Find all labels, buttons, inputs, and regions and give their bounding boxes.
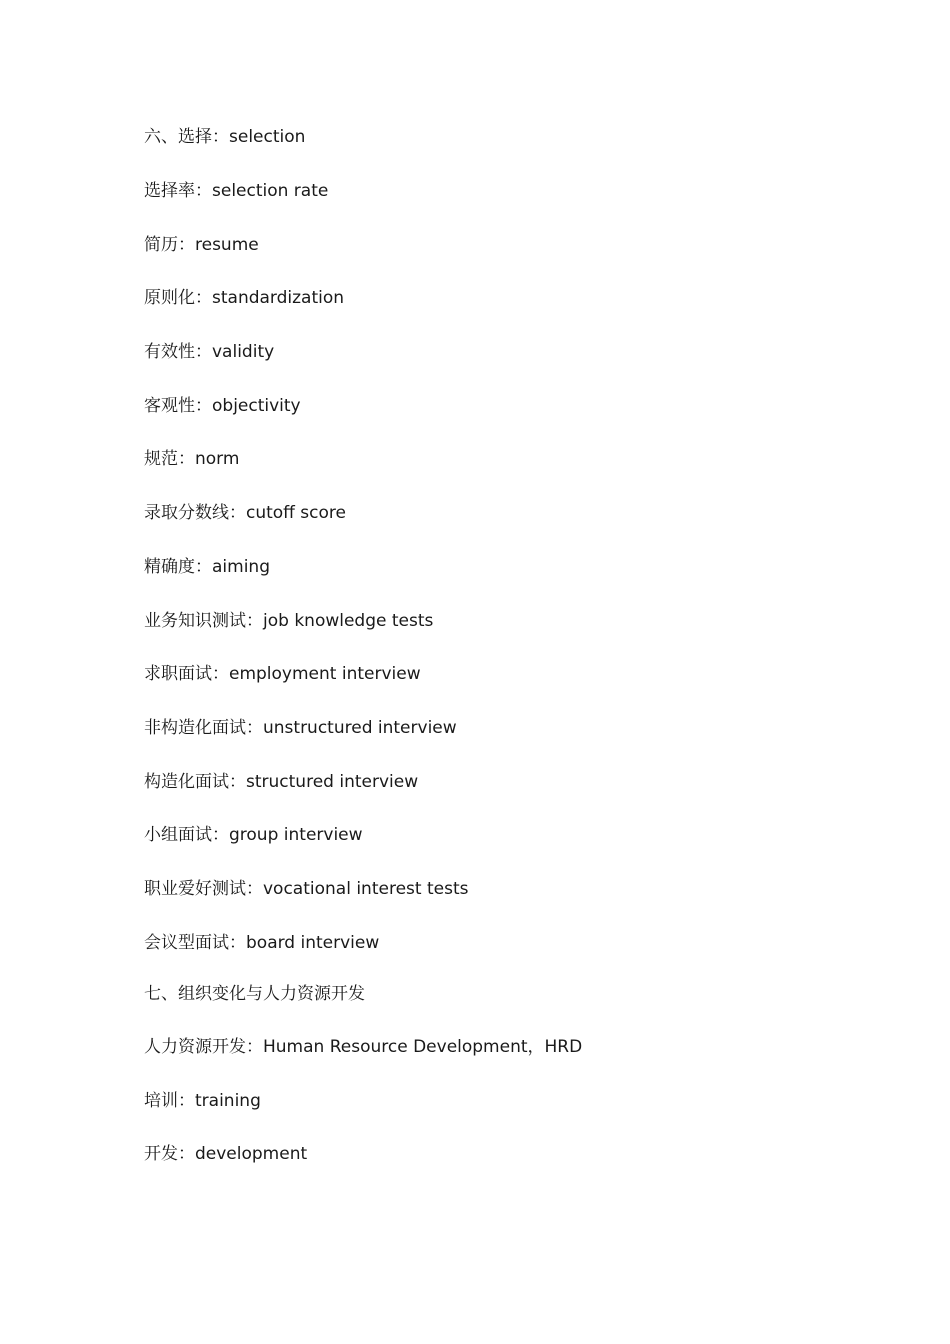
term-line: 求职面试：employment interview	[144, 664, 421, 684]
section-heading-selection: 六、选择：selection	[144, 127, 306, 147]
section-heading-hrd: 七、组织变化与人力资源开发	[144, 984, 365, 1004]
term-line: 开发：development	[144, 1144, 308, 1164]
term-line: 非构造化面试：unstructured interview	[144, 718, 457, 738]
term-line: 客观性：objectivity	[144, 396, 301, 416]
term-line: 规范：norm	[144, 449, 240, 469]
term-line: 构造化面试：structured interview	[144, 772, 419, 792]
term-line: 职业爱好测试：vocational interest tests	[144, 879, 469, 899]
term-line: 培训：training	[144, 1091, 261, 1111]
term-line: 精确度：aiming	[144, 557, 270, 577]
term-line: 会议型面试：board interview	[144, 933, 380, 953]
term-line: 人力资源开发：Human Resource Development，HRD	[144, 1037, 583, 1057]
term-line: 业务知识测试：job knowledge tests	[144, 611, 434, 631]
term-line: 简历：resume	[144, 235, 259, 255]
term-line: 原则化：standardization	[144, 288, 345, 308]
term-line: 有效性：validity	[144, 342, 275, 362]
term-line: 选择率：selection rate	[144, 181, 329, 201]
term-line: 录取分数线：cutoff score	[144, 503, 346, 523]
term-line: 小组面试：group interview	[144, 825, 363, 845]
